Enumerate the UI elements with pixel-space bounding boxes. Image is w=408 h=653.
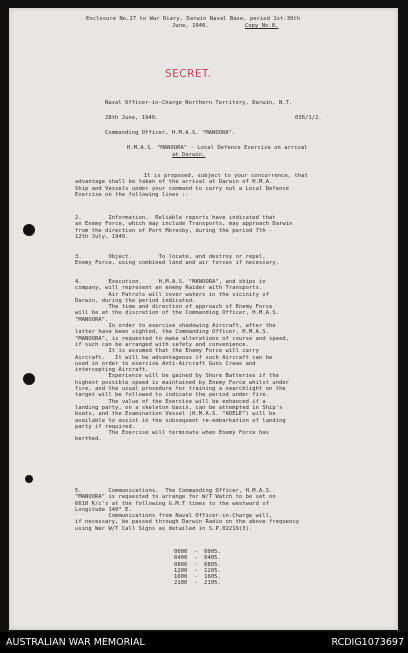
- paragraph-line: 3. Object. To locate, and destroy or repel,: [75, 254, 266, 260]
- paragraph-line: used in order to exercise Anti-Aircraft Guns Crews and: [75, 360, 256, 367]
- paragraph-5-communications: [75, 488, 299, 532]
- paragraph-line: highest possible speed is maintained by Enemy Force whilst under: [75, 379, 290, 386]
- paragraph-line: Aircraft. It will be advantageous if such Aircraft can be: [75, 354, 273, 361]
- paragraph-line: landing party, on a skeleton basis, can be attempted in Ship's: [75, 404, 283, 411]
- record-id: RCDIG1073697: [331, 637, 404, 648]
- schedule-row: 1200 - 1205.: [174, 567, 221, 574]
- paragraph-2-information: [75, 215, 292, 240]
- paragraph-line: available to assist in the subsequent re-embarkation of landing: [75, 417, 286, 424]
- paragraph-line: will be at the discretion of the Commanding Officer, H.M.A.S.: [75, 310, 280, 317]
- paragraph-line: 2. Information. Reliable reports have indicated that: [75, 215, 276, 221]
- paragraph-line: The time and direction of approach of Enemy Force: [75, 304, 273, 311]
- paragraph-line: berthed.: [75, 436, 102, 443]
- paragraph-line: Air Patrols will cover waters in the vicinity of: [75, 291, 270, 298]
- punch-hole: [23, 224, 35, 236]
- paragraph-line: The Exercise will terminate when Enemy Force has: [75, 430, 270, 437]
- paragraph-line: 5. Communications. The Commanding Officer, H.M.A.S.: [75, 488, 273, 494]
- paragraph-3-object: [75, 254, 279, 267]
- schedule-row: 1600 - 1605.: [174, 574, 221, 581]
- subject-line-1: H.M.A.S. "MANOORA" - Local Defence Exercise on arrival: [127, 145, 308, 151]
- addressee-line: Commanding Officer, H.M.A.S. "MANOORA".: [105, 130, 236, 136]
- paragraph-line: 12th July, 1940.: [75, 233, 129, 240]
- secret-stamp: SECRET.: [165, 68, 212, 80]
- paragraph-line: if such can be arranged with safety and convenience.: [75, 341, 249, 348]
- paragraph-line: company, will represent an enemy Raider with Transports.: [75, 285, 263, 292]
- paragraph-line: In order to exercise shadowing Aircraft, after the: [75, 323, 276, 330]
- paragraph-line: using War W/T Call Signs as detailed in S.P.02219(3).: [75, 525, 253, 532]
- paragraph-line: The value of the Exercise will be enhanced if a: [75, 398, 266, 405]
- paragraph-line: "MANOORA".: [75, 316, 109, 323]
- header-line-2: June, 1940.: [172, 23, 209, 29]
- paragraph-line: advantage shall be taken of the arrival at Darwin of H.M.A.: [75, 179, 273, 186]
- paragraph-line: Communications from Naval Officer-in-Charge will,: [75, 513, 273, 520]
- paragraph-line: intercepting Aircraft.: [75, 367, 149, 374]
- paragraph-line: It is assumed that the Enemy Force will carry: [75, 348, 259, 355]
- header-line-1: Enclosure No.27 to War Diary, Darwin Naval Base, period 1st-30th: [86, 16, 301, 22]
- document-page: [9, 8, 398, 630]
- paragraph-line: an Enemy Force, which may include Transports, may approach Darwin: [75, 221, 293, 228]
- paragraph-line: 6610 K/c's at the following G.M.T times to the westward of: [75, 500, 270, 507]
- paragraph-line: target will be followed to indicate the period under fire.: [75, 392, 270, 399]
- paragraph-line: if necessary, be passed through Darwin Radio on the above frequency: [75, 519, 300, 526]
- paragraph-line: latter have been sighted, the Commanding Officer, H.M.A.S.: [75, 329, 270, 336]
- paragraph-line: Longitude 140° E.: [75, 506, 132, 513]
- date-line: 28th June, 1940.: [105, 115, 159, 121]
- schedule-row: 0800 - 0805.: [174, 561, 221, 568]
- punch-hole: [25, 475, 33, 483]
- watch-schedule: [174, 549, 221, 587]
- paragraph-line: Darwin, during the period indicated.: [75, 297, 196, 304]
- paragraph-4-execution: [75, 279, 289, 443]
- paragraph-line: boats, and the Examination Vessel (H.M.A.S. "ADELE") will be: [75, 411, 276, 418]
- from-line: Naval Officer-in-Charge Northern Territory, Darwin, N.T.: [105, 100, 293, 106]
- paragraph-line: It is proposed, subject to your concurrence, that: [144, 173, 308, 179]
- paragraph-line: fire, and the usual procedure for training a searchlight on the: [75, 386, 286, 393]
- punch-hole: [23, 373, 35, 385]
- paragraph-line: party if required.: [75, 423, 136, 430]
- paragraph-1: [75, 173, 308, 198]
- schedule-row: 0400 - 0405.: [174, 555, 221, 562]
- paragraph-line: Ship and Vessels under your command to carry out a Local Defence: [75, 185, 290, 192]
- paragraph-line: Experience will be gained by Shore Batteries if the: [75, 373, 280, 380]
- reference-number: 036/1/2.: [295, 115, 322, 121]
- schedule-row: 2100 - 2105.: [174, 580, 221, 587]
- paragraph-line: from the direction of Port Moresby, during the period 7th -: [75, 227, 273, 234]
- archive-name: AUSTRALIAN WAR MEMORIAL: [6, 637, 145, 648]
- paragraph-line: Enemy Force, using combined land and air forces if necessary.: [75, 260, 280, 267]
- paragraph-line: 4. Execution. H.M.A.S. "MANOORA", and ships in: [75, 279, 266, 285]
- paragraph-line: Exercise on the following lines :-: [75, 191, 189, 198]
- paragraph-line: "MANOORA", is requested to make alterations of course and speed,: [75, 335, 290, 342]
- paragraph-line: "MANOORA" is requested to arrange for W/T Watch to be set on: [75, 494, 276, 501]
- copy-number: Copy No.8.: [245, 23, 279, 29]
- archive-footer: [0, 632, 408, 653]
- subject-line-2: at Darwin.: [172, 152, 206, 158]
- schedule-row: 0000 - 0005.: [174, 549, 221, 555]
